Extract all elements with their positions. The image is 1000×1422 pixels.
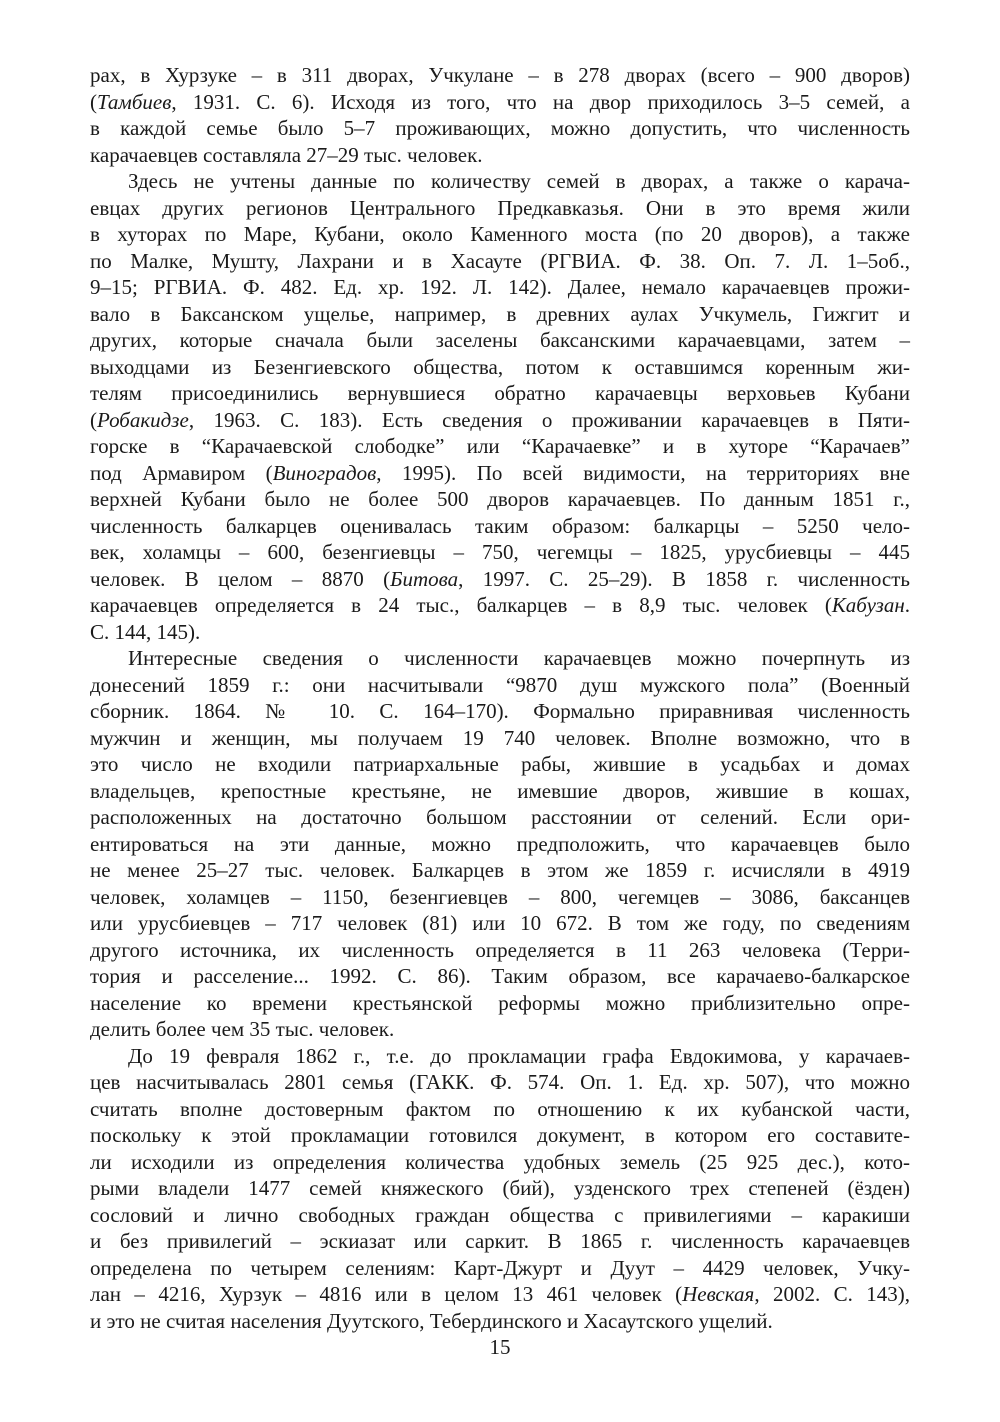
text-line: Интересные сведения о численности карачаевцев можно почерпнуть из	[128, 646, 910, 670]
paragraph	[90, 62, 910, 168]
text-line: 9–15; РГВИА. Ф. 482. Ед. хр. 192. Л. 142). Далее, немало карачаевцев прожи-	[90, 275, 910, 299]
text-line: выходцами из Безенгиевского общества, потом к оставшимся коренным жи-	[90, 354, 910, 379]
page-body	[90, 62, 910, 1334]
text-line: тория и расселение... 1992. С. 86). Таким образом, все карачаево-балкарское	[90, 964, 910, 988]
text-line: население ко времени крестьянской реформы можно приблизительно опре-	[90, 990, 910, 1015]
text-line: по Малке, Мушту, Лахрани и в Хасауте (РГВИА. Ф. 38. Оп. 7. Л. 1–5об.,	[90, 248, 910, 273]
text-line: рах, в Хурзуке – в 311 дворах, Учкулане – в 278 дворах (всего – 900 дворов)	[90, 63, 910, 87]
text-line: ли исходили из определения количества удобных земель (25 925 дес.), кото-	[90, 1149, 910, 1174]
page-number: 15	[489, 1335, 511, 1359]
text-line: цев насчитывалась 2801 семья (ГАКК. Ф. 574. Оп. 1. Ед. хр. 507), что можно	[90, 1070, 910, 1094]
text-line: верхней Кубани было не более 500 дворов карачаевцев. По данным 1851 г.,	[90, 487, 910, 511]
text-line: До 19 февраля 1862 г., т.е. до прокламации графа Евдокимова, у карачаев-	[128, 1043, 910, 1068]
text-line: не менее 25–27 тыс. человек. Балкарцев в этом же 1859 г. исчисляли в 4919	[90, 858, 910, 882]
text-line: численность балкарцев оценивалась таким образом: балкарцы – 5250 чело-	[90, 513, 910, 538]
text-line: в каждой семье было 5–7 проживающих, можно допустить, что численность	[90, 116, 910, 140]
text-line: расположенных на достаточно большом расстоянии от селений. Если ори-	[90, 805, 910, 829]
text-line: мужчин и женщин, мы получаем 19 740 человек. Вполне возможно, что в	[90, 725, 910, 750]
text-line: человек. В целом – 8870 (Битова, 1997. С. 25–29). В 1858 г. численность	[90, 566, 911, 591]
text-line: сборник. 1864. № 10. С. 164–170). Формально приравнивая численность	[90, 699, 910, 723]
paragraph	[90, 168, 910, 645]
text-line: в хуторах по Маре, Кубани, около Каменного моста (по 20 дворов), а также	[90, 222, 910, 246]
text-line: владельцев, крепостные крестьяне, не имевшие дворов, жившие в кошах,	[90, 778, 910, 803]
text-line: донесений 1859 г.: они насчитывали “9870 душ мужского пола” (Военный	[90, 672, 910, 697]
text-line: рыми владели 1477 семей княжеского (бий), узденского трех степеней (ёзден)	[90, 1176, 910, 1200]
text-line: считать вполне достоверным фактом по отношению к их кубанской части,	[90, 1096, 910, 1121]
text-line: определена по четырем селениям: Карт-Джурт и Дуут – 4429 человек, Учку-	[90, 1255, 910, 1280]
text-line: горске в “Карачаевской слободке” или “Карачаевке” и в хуторе “Карачаев”	[90, 434, 910, 458]
text-line: (Робакидзе, 1963. С. 183). Есть сведения о проживании карачаевцев в Пяти-	[90, 407, 910, 432]
text-line: человек, холамцев – 1150, безенгиевцев – 800, чегемцев – 3086, баксанцев	[90, 884, 910, 909]
text-line: поскольку к этой прокламации готовился документ, в котором его составите-	[90, 1123, 910, 1147]
text-line: (Тамбиев, 1931. С. 6). Исходя из того, что на двор приходилось 3–5 семей, а	[90, 89, 910, 114]
text-line: других, которые сначала были заселены баксанскими карачаевцами, затем –	[90, 328, 910, 352]
text-line: и это не считая населения Дуутского, Тебердинского и Хасаутского ущелий.	[90, 1308, 773, 1333]
paragraph	[90, 645, 910, 1043]
text-line: телям присоединились вернувшиеся обратно карачаевцы верховьев Кубани	[90, 381, 910, 405]
text-line: лан – 4216, Хурзук – 4816 или в целом 13 461 человек (Невская, 2002. С. 143),	[90, 1282, 910, 1306]
text-line: карачаевцев составляла 27–29 тыс. человек.	[90, 142, 483, 167]
text-line: Здесь не учтены данные по количеству семей в дворах, а также о карача-	[128, 169, 910, 193]
text-line: евцах других регионов Центрального Предкавказья. Они в это время жили	[90, 195, 910, 220]
text-line: ентироваться на эти данные, можно предположить, что карачаевцев было	[90, 831, 910, 856]
text-line: С. 144, 145).	[90, 619, 201, 644]
text-line: век, холамцы – 600, безенгиевцы – 750, чегемцы – 1825, урусбиевцы – 445	[90, 540, 910, 564]
paragraph	[90, 1043, 910, 1335]
text-line: под Армавиром (Виноградов, 1995). По всей видимости, на территориях вне	[90, 460, 911, 485]
text-line: делить более чем 35 тыс. человек.	[90, 1017, 395, 1041]
text-line: сословий и лично свободных граждан общества с привилегиями – каракиши	[90, 1202, 910, 1227]
text-line: другого источника, их численность определяется в 11 263 человека (Терри-	[90, 937, 910, 962]
text-line: карачаевцев определяется в 24 тыс., балкарцев – в 8,9 тыс. человек (Кабузан.	[90, 593, 910, 617]
text-line: и без привилегий – эскиазат или саркит. В 1865 г. численность карачаевцев	[90, 1229, 910, 1253]
text-line: вало в Баксанском ущелье, например, в древних аулах Учкумель, Гижгит и	[90, 301, 910, 326]
text-line: это число не входили патриархальные рабы, жившие в усадьбах и домах	[90, 752, 910, 776]
text-line: или урусбиевцев – 717 человек (81) или 10 672. В том же году, по сведениям	[90, 911, 910, 935]
